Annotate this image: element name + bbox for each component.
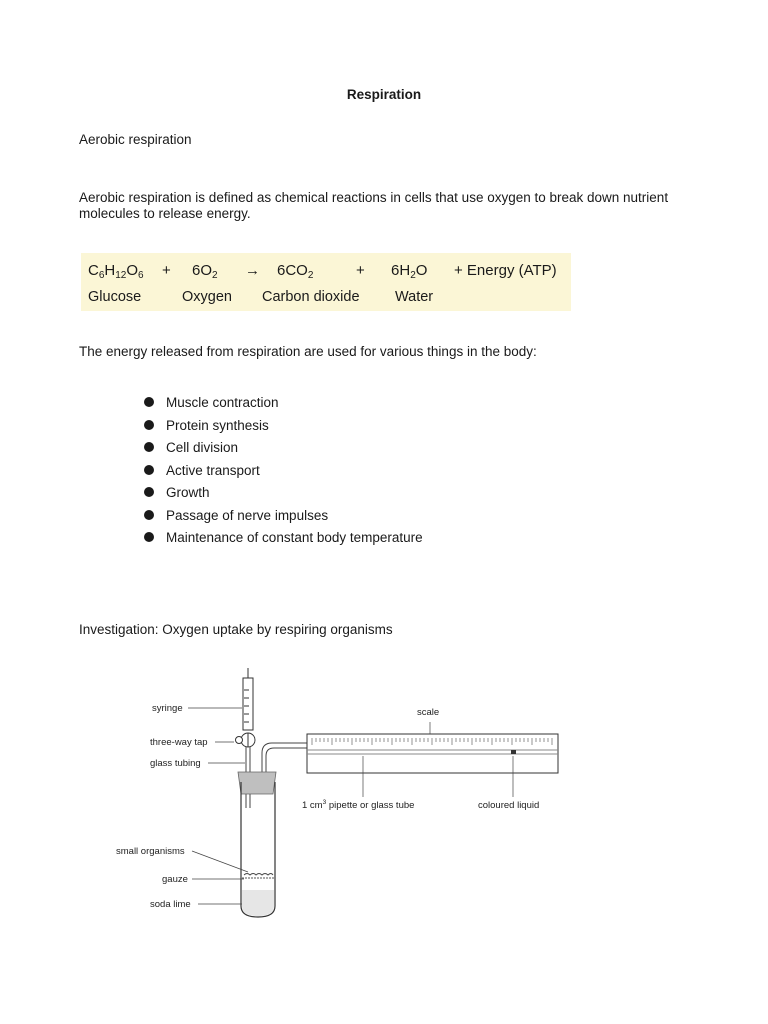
graduated-scale xyxy=(307,734,558,773)
oxygen-label: Oxygen xyxy=(182,289,232,305)
water-label: Water xyxy=(395,289,434,305)
definition-text: Aerobic respiration is defined as chemical reactions in cells that use oxygen to break down nutrient molecules to release energy. xyxy=(79,190,669,221)
list-item: Growth xyxy=(143,484,423,507)
oxygen-formula: $6O_2$ xyxy=(192,262,218,281)
list-item: Passage of nerve impulses xyxy=(143,507,423,530)
equation-box xyxy=(81,253,571,311)
bullet-icon xyxy=(144,397,154,407)
energy-term: + Energy (ATP) xyxy=(454,262,557,279)
list-item: Muscle contraction xyxy=(143,394,423,417)
label-gauze: gauze xyxy=(162,874,188,885)
rubber-stopper xyxy=(238,772,276,794)
label-three-way-tap: three-way tap xyxy=(150,737,208,748)
coloured-liquid-drop xyxy=(511,750,516,754)
label-soda-lime: soda lime xyxy=(150,899,191,910)
label-glass-tubing: glass tubing xyxy=(150,758,201,769)
list-item: Protein synthesis xyxy=(143,417,423,440)
syringe xyxy=(243,668,253,730)
bullet-icon xyxy=(144,532,154,542)
reaction-arrow: → xyxy=(245,262,260,279)
label-coloured-liquid: coloured liquid xyxy=(478,800,540,811)
bullet-icon xyxy=(144,465,154,475)
co2-formula: $6CO_2$ xyxy=(277,262,314,281)
plus-sign: + xyxy=(356,262,365,279)
label-syringe: syringe xyxy=(152,703,183,714)
water-formula: $6H_2O$ xyxy=(391,262,428,281)
co2-label: Carbon dioxide xyxy=(262,289,360,305)
respirometer-diagram xyxy=(110,668,560,928)
label-scale: scale xyxy=(417,707,440,718)
bullet-icon xyxy=(144,487,154,497)
list-item: Maintenance of constant body temperature xyxy=(143,529,423,552)
uses-intro: The energy released from respiration are used for various things in the body: xyxy=(79,344,537,359)
three-way-tap xyxy=(236,733,256,747)
bullet-icon xyxy=(144,442,154,452)
section-heading: Aerobic respiration xyxy=(79,132,192,147)
glucose-label: Glucose xyxy=(88,289,142,305)
bullet-icon xyxy=(144,420,154,430)
label-small-organisms: small organisms xyxy=(116,846,185,857)
uses-list xyxy=(143,394,423,552)
investigation-heading: Investigation: Oxygen uptake by respiring organisms xyxy=(79,622,393,637)
glucose-formula: $C_6H_{12}O_6$ xyxy=(88,262,144,281)
label-pipette: 1 $cm^3$ pipette or glass tube xyxy=(302,799,415,811)
page-title: Respiration xyxy=(346,87,422,102)
list-item: Cell division xyxy=(143,439,423,462)
list-item: Active transport xyxy=(143,462,423,485)
plus-sign: + xyxy=(162,262,171,279)
bullet-icon xyxy=(144,510,154,520)
